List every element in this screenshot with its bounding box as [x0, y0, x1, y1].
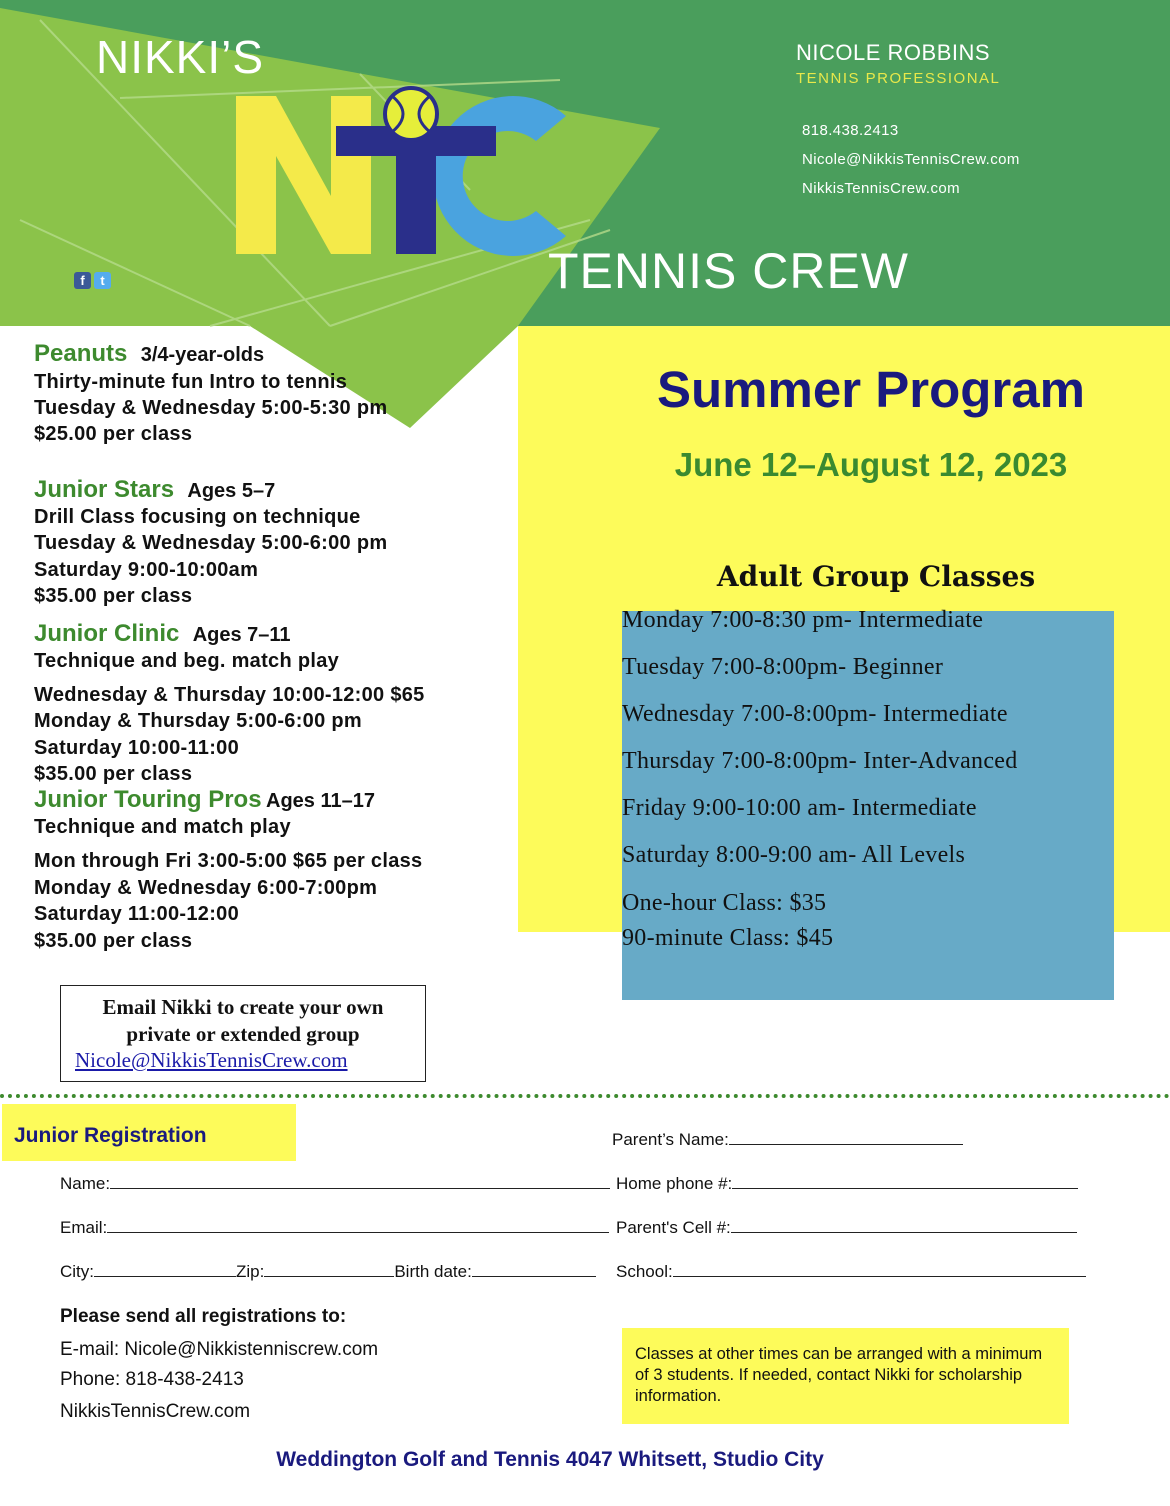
program-detail: Tuesday & Wednesday 5:00-6:00 pm: [34, 532, 388, 554]
program-age: Ages 5–7: [187, 480, 276, 502]
section-divider: [0, 1094, 1170, 1098]
send-email[interactable]: E-mail: Nicole@Nikkistenniscrew.com: [60, 1339, 379, 1360]
program-name: Junior Clinic: [34, 620, 180, 647]
program-detail: Drill Class focusing on technique: [34, 506, 361, 528]
program-name: Peanuts: [34, 340, 128, 367]
school-field[interactable]: [616, 1260, 1086, 1282]
program-detail: Monday & Thursday 5:00-6:00 pm: [34, 710, 362, 732]
home-phone-field[interactable]: [616, 1172, 1078, 1194]
private-group-text: Email Nikki to create your own: [102, 995, 384, 1019]
adult-class-line: Wednesday 7:00-8:00pm- Intermediate: [622, 701, 1008, 727]
registration-heading: Junior Registration: [14, 1124, 207, 1147]
parent-name-field[interactable]: [612, 1128, 963, 1150]
program-name: Junior Stars: [34, 476, 175, 503]
footer-address: Weddington Golf and Tennis 4047 Whitsett, Studio City: [276, 1448, 824, 1471]
adult-class-line: Saturday 8:00-9:00 am- All Levels: [622, 842, 966, 868]
program-price: $35.00 per class: [34, 763, 193, 785]
facebook-icon[interactable]: f: [74, 272, 91, 289]
parent-cell-line[interactable]: [731, 1216, 1077, 1233]
program-header: [34, 340, 264, 368]
name-label: Name:: [60, 1174, 111, 1193]
brand-title-bottom: TENNIS CREW: [548, 243, 909, 299]
program-price: $25.00 per class: [34, 423, 193, 445]
pro-name: NICOLE ROBBINS: [796, 40, 991, 65]
program-detail: Wednesday & Thursday 10:00-12:00 $65: [34, 684, 425, 706]
program-detail: Saturday 11:00-12:00: [34, 903, 240, 925]
header-phone: 818.438.2413: [802, 122, 899, 139]
brand-title-top: NIKKI’S: [96, 31, 265, 83]
adult-price-line: One-hour Class: $35: [622, 890, 827, 916]
adult-class-line: Thursday 7:00-8:00pm- Inter-Advanced: [622, 748, 1018, 774]
note-text: Classes at other times can be arranged with a minimum of 3 students. If needed, contact Nikki for scholarship information.: [635, 1345, 1043, 1405]
home-phone-line[interactable]: [732, 1172, 1078, 1189]
ntc-logo: [236, 86, 566, 256]
twitter-icon[interactable]: t: [94, 272, 111, 289]
parent-name-label: Parent’s Name:: [612, 1130, 729, 1149]
city-zip-birth-row: [60, 1260, 596, 1282]
private-group-text: private or extended group: [126, 1022, 360, 1046]
birth-date-label: Birth date:: [394, 1262, 472, 1281]
send-heading: Please send all registrations to:: [60, 1306, 347, 1327]
program-age: Ages 11–17: [266, 790, 375, 812]
program-age: Ages 7–11: [192, 624, 291, 646]
program-detail: Thirty-minute fun Intro to tennis: [34, 371, 348, 393]
program-detail: Saturday 9:00-10:00am: [34, 559, 259, 581]
email-label: Email:: [60, 1218, 108, 1237]
school-line[interactable]: [673, 1260, 1086, 1277]
program-header: [34, 476, 275, 504]
header-email[interactable]: Nicole@NikkisTennisCrew.com: [802, 151, 1020, 168]
home-phone-label: Home phone #:: [616, 1174, 733, 1193]
zip-line[interactable]: [264, 1260, 394, 1277]
header-website[interactable]: NikkisTennisCrew.com: [802, 180, 961, 197]
email-link[interactable]: Nicole@NikkisTennisCrew.com: [75, 1048, 348, 1072]
program-age: 3/4-year-olds: [140, 344, 265, 366]
adult-class-line: Tuesday 7:00-8:00pm- Beginner: [622, 654, 944, 680]
program-detail: Monday & Wednesday 6:00-7:00pm: [34, 877, 378, 899]
program-detail: Technique and match play: [34, 816, 291, 838]
adult-class-line: Monday 7:00-8:30 pm- Intermediate: [622, 607, 984, 633]
email-line[interactable]: [107, 1216, 609, 1233]
private-group-box: [60, 985, 426, 1082]
program-detail: Technique and beg. match play: [34, 650, 340, 672]
pro-title: TENNIS PROFESSIONAL: [796, 70, 1001, 87]
name-line[interactable]: [110, 1172, 610, 1189]
program-price: $35.00 per class: [34, 585, 193, 607]
birth-date-line[interactable]: [472, 1260, 596, 1277]
program-name: Junior Touring Pros: [34, 786, 262, 813]
name-field[interactable]: [60, 1172, 610, 1194]
send-phone: Phone: 818-438-2413: [60, 1369, 244, 1390]
send-website[interactable]: NikkisTennisCrew.com: [60, 1401, 251, 1422]
program-detail: Tuesday & Wednesday 5:00-5:30 pm: [34, 397, 388, 419]
program-header: [34, 786, 375, 814]
email-field[interactable]: [60, 1216, 609, 1238]
parent-cell-label: Parent's Cell #:: [616, 1218, 731, 1237]
adult-price-line: 90-minute Class: $45: [622, 925, 834, 951]
parent-cell-field[interactable]: [616, 1216, 1077, 1238]
program-header: [34, 620, 291, 648]
adult-heading: Adult Group Classes: [716, 560, 1036, 593]
adult-class-line: Friday 9:00-10:00 am- Intermediate: [622, 795, 977, 821]
city-line[interactable]: [94, 1260, 236, 1277]
social-links: [74, 272, 114, 290]
parent-name-line[interactable]: [729, 1128, 963, 1145]
summer-dates: June 12–August 12, 2023: [674, 446, 1068, 483]
program-detail: Saturday 10:00-11:00: [34, 737, 240, 759]
city-label: City:: [60, 1262, 94, 1281]
program-price: $35.00 per class: [34, 930, 193, 952]
zip-label: Zip:: [236, 1262, 265, 1281]
school-label: School:: [616, 1262, 673, 1281]
program-detail: Mon through Fri 3:00-5:00 $65 per class: [34, 850, 423, 872]
summer-title: Summer Program: [657, 361, 1085, 418]
